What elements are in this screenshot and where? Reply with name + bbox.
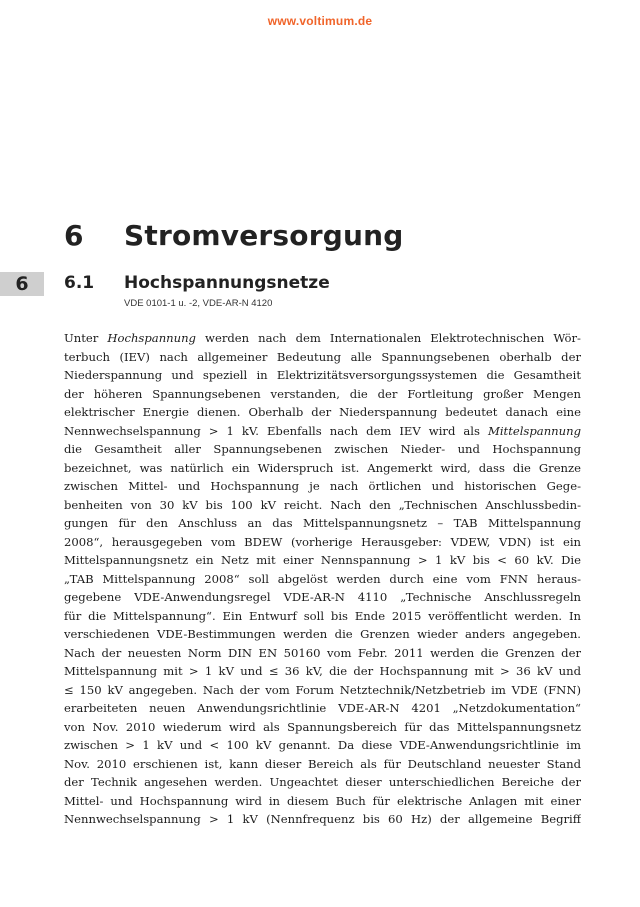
body-line: Nennwechselspannung > 1 kV. Ebenfalls nach dem IEV wird als Mittelspannung bbox=[64, 423, 581, 438]
body-line: gungen für den Anschluss an das Mittelspannungsnetz – TAB Mittelspannung bbox=[64, 516, 581, 530]
header-url[interactable]: www.voltimum.de bbox=[267, 14, 373, 28]
body-line: Mittel- und Hochspannung wird in diesem Buch für elektrische Anlagen mit einer bbox=[64, 793, 581, 808]
body-line: zwischen Mittel- und Hochspannung je nach örtlichen und historischen Gege- bbox=[64, 479, 581, 493]
body-line: Mittelspannung mit > 1 kV und ≤ 36 kV, die der Hochspannung mit > 36 kV und bbox=[64, 664, 581, 678]
body-line: erarbeiteten neuen Anwendungsrichtlinie VDE-AR-N 4201 „Netzdokumentation“ bbox=[64, 701, 581, 715]
emphasis-term: Hochspannung bbox=[107, 331, 196, 345]
body-line: die Gesamtheit aller Spannungsebenen zwischen Nieder- und Hochspannung bbox=[64, 442, 581, 456]
body-line: elektrischer Energie dienen. Oberhalb der Niederspannung bedeutet danach eine bbox=[64, 405, 581, 419]
body-line: zwischen > 1 kV und < 100 kV genannt. Da diese VDE-Anwendungsrichtlinie im bbox=[64, 738, 581, 752]
body-line: Niederspannung und speziell in Elektrizitätsversorgungssystemen die Gesamtheit bbox=[64, 368, 581, 382]
body-line: 2008“, herausgegeben vom BDEW (vorherige Herausgeber: VDEW, VDN) ist ein bbox=[64, 534, 581, 549]
body-line: der höheren Spannungsebenen verstanden, die der Fortleitung großer Mengen bbox=[64, 386, 581, 401]
body-line: benheiten von 30 kV bis 100 kV reicht. Nach den „Technischen Anschlussbedin- bbox=[64, 497, 581, 512]
chapter-heading bbox=[64, 219, 404, 252]
body-line: bezeichnet, was natürlich ein Widerspruch ist. Angemerkt wird, dass die Grenze bbox=[64, 460, 581, 475]
body-line: Mittelspannungsnetz ein Netz mit einer Nennspannung > 1 kV bis < 60 kV. Die bbox=[64, 553, 581, 567]
body-line: der Technik angesehen werden. Ungeachtet dieser unterschiedlichen Bereiche der bbox=[64, 775, 581, 789]
body-line: ≤ 150 kV angegeben. Nach der vom Forum Netztechnik/Netzbetrieb im VDE (FNN) bbox=[64, 682, 581, 697]
chapter-number: 6 bbox=[64, 219, 84, 252]
body-line: Nov. 2010 erschienen ist, kann dieser Bereich als für Deutschland neuester Stand bbox=[64, 756, 581, 771]
body-paragraph bbox=[64, 329, 581, 829]
body-line: von Nov. 2010 wiederum wird als Spannungsbereich für das Mittelspannungsnetz bbox=[64, 719, 581, 734]
chapter-title: Stromversorgung bbox=[124, 219, 404, 252]
body-line: Nach der neuesten Norm DIN EN 50160 vom Febr. 2011 werden die Grenzen der bbox=[64, 645, 581, 660]
emphasis-term: Mittelspannung bbox=[487, 423, 581, 438]
section-title: Hochspannungsnetze bbox=[124, 273, 330, 293]
body-line: für die Mittelspannung“. Ein Entwurf soll bis Ende 2015 veröffentlicht werden. In bbox=[64, 608, 581, 623]
body-line: „TAB Mittelspannung 2008“ soll abgelöst werden durch eine vom FNN heraus- bbox=[64, 571, 581, 586]
body-line: Unter Hochspannung werden nach dem Internationalen Elektrotechnischen Wör- bbox=[64, 331, 581, 345]
body-line: verschiedenen VDE-Bestimmungen werden die Grenzen wieder anders angegeben. bbox=[64, 627, 581, 641]
section-heading bbox=[64, 273, 330, 293]
body-line: terbuch (IEV) nach allgemeiner Bedeutung alle Spannungsebenen oberhalb der bbox=[64, 349, 581, 364]
body-line: gegebene VDE-Anwendungsregel VDE-AR-N 4110 „Technische Anschlussregeln bbox=[64, 590, 581, 604]
chapter-side-tab: 6 bbox=[0, 272, 44, 296]
norm-reference: VDE 0101-1 u. -2, VDE-AR-N 4120 bbox=[124, 298, 273, 309]
section-number: 6.1 bbox=[64, 273, 95, 293]
body-line: Nennwechselspannung > 1 kV (Nennfrequenz bis 60 Hz) der allgemeine Begriff bbox=[64, 812, 581, 826]
